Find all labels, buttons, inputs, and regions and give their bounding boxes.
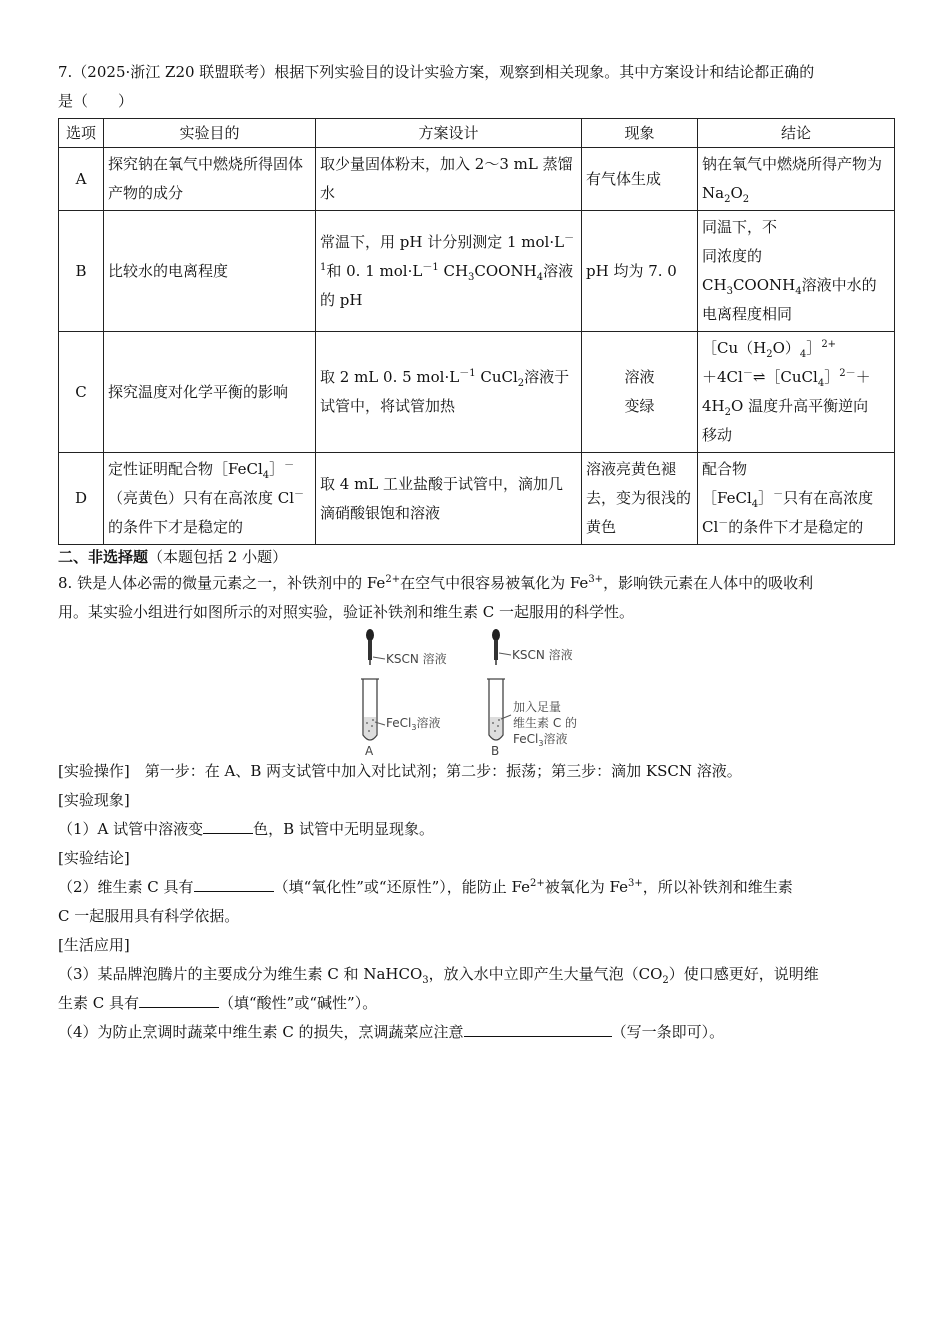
q7-table [58,118,895,545]
q8-sub1: （1）A 试管中溶液变 色，B 试管中无明显现象。 [58,815,894,844]
phen-label: [实验现象] [58,791,130,809]
table-row-d [59,453,895,545]
op-line [58,757,894,786]
dropper-a-icon [366,629,374,665]
concl-label: [实验结论] [58,849,130,867]
conclusion-c: $[Cu(H_2O)_4]^{2+}$ ＋4Cl－⇌［CuCl$_4$］$^{2-}$＋ $4H_2O$ 温度升高平衡逆向 移动 [698,332,895,453]
tube-b-label: B [491,744,500,757]
answer-blank-1[interactable] [203,815,253,834]
option-a: A [59,148,104,211]
table-row-c [59,332,895,453]
life-label: [生活应用] [58,936,130,954]
answer-blank-2[interactable] [194,873,274,892]
section2-title: 二、非选择题 [58,548,149,566]
table-row-b [59,211,895,332]
section2-note: （本题包括 2 小题） [148,548,288,566]
section2-heading [58,545,894,569]
phenomenon-a: 有气体生成 [582,148,698,211]
page [58,58,894,1047]
q8-sub3: （3）某品牌泡腾片的主要成分为维生素 C 和 NaHCO$_3$，放入水中立即产生大量气泡$(CO_2)$使口感更好，说明维 [58,965,819,986]
table-row-a [59,148,895,211]
test-tube-a-icon [361,679,379,740]
dropper-b-icon [492,629,500,665]
q8-intro-line2: 用。某实验小组进行如图所示的对照实验，验证补铁剂和维生素 C 一起服用的科学性。 [58,603,635,621]
q8-sub2: （2）维生素 C 具有 （填“氧化性”或“还原性”），能防止 $Fe^{2+}$被氧化为 $Fe^{3+}$，所以补铁剂和维生素 [58,873,894,902]
purpose-d: 定性证明配合物［FeCl$_4$］－（亮黄色）只有在高浓度 Cl－的条件下才是稳定的 [104,453,316,545]
answer-blank-3[interactable] [139,989,219,1008]
design-b: 常温下，用 pH 计分别测定 1 $mol\cdot L^{-1}$和 0. 1 $mol\cdot L^{-1}$ $CH_3COONH_4$溶液的 pH [316,211,582,332]
header-phenomenon: 现象 [582,119,698,148]
phenomenon-c: 溶液 变绿 [582,332,698,453]
q8-intro-line1: 8. 铁是人体必需的微量元素之一，补铁剂中的 $Fe^{2+}$在空气中很容易被氧化为 $Fe^{3+}$，影响铁元素在人体中的吸收利 [58,574,814,592]
solution-b-line1: 加入足量 [513,700,562,714]
conclusion-b: 同温下，不 同浓度的 $CH_3COONH_4$溶液中水的 电离程度相同 [698,211,895,332]
q8-sub3-line2: 生素 C 具有 （填“酸性”或“碱性”）。 [58,989,894,1018]
reagent-a-label: KSCN 溶液 [386,652,447,666]
header-design: 方案设计 [316,119,582,148]
purpose-a: 探究钠在氧气中燃烧所得固体产物的成分 [104,148,316,211]
design-c: 取 2 mL 0. 5 $mol\cdot L^{-1}$ CuCl$_2$溶液于试管中，将试管加热 [316,332,582,453]
header-conclusion: 结论 [698,119,895,148]
option-b: B [59,211,104,332]
op-label: [实验操作] [58,762,130,780]
q7-stem-line1: 7.（2025·浙江 Z20 联盟联考）根据下列实验目的设计实验方案，观察到相关现象。其中方案设计和结论都正确的 [58,63,815,81]
design-d: 取 4 mL 工业盐酸于试管中，滴加几滴硝酸银饱和溶液 [316,453,582,545]
q8-sub2-line2: C 一起服用具有科学依据。 [58,907,240,925]
tube-a-label: A [365,744,374,757]
purpose-c: 探究温度对化学平衡的影响 [104,332,316,453]
option-d: D [59,453,104,545]
reagent-b-label: KSCN 溶液 [512,648,573,662]
solution-b-line3: FeCl$_3$溶液 [513,732,568,748]
q8-sub4: （4）为防止烹调时蔬菜中维生素 C 的损失，烹调蔬菜应注意 （写一条即可）。 [58,1018,894,1047]
header-purpose: 实验目的 [104,119,316,148]
test-tube-b-icon [487,679,505,740]
header-option: 选项 [59,119,104,148]
solution-a-label: FeCl$_3$溶液 [386,716,441,732]
phenomenon-b: pH 均为 7. 0 [582,211,698,332]
table-header-row [59,119,895,148]
solution-b-line2: 维生素 C 的 [513,716,578,730]
purpose-b: 比较水的电离程度 [104,211,316,332]
op-text: 第一步：在 A、B 两支试管中加入对比试剂；第二步：振荡；第三步：滴加 KSCN 溶液。 [129,762,742,780]
option-c: C [59,332,104,453]
conclusion-a: 钠在氧气中燃烧所得产物为 $Na_2O_2$ [698,148,895,211]
design-a: 取少量固体粉末，加入 2～3 mL 蒸馏水 [316,148,582,211]
conclusion-d: 配合物 ［FeCl$_4$］－只有在高浓度 Cl－的条件下才是稳定的 [698,453,895,545]
test-tube-figure [58,627,894,757]
phenomenon-d: 溶液亮黄色褪去，变为很浅的黄色 [582,453,698,545]
answer-blank-4[interactable] [464,1018,612,1037]
q7-stem-line2: 是（ ） [58,92,134,110]
test-tube-diagram [353,627,673,757]
